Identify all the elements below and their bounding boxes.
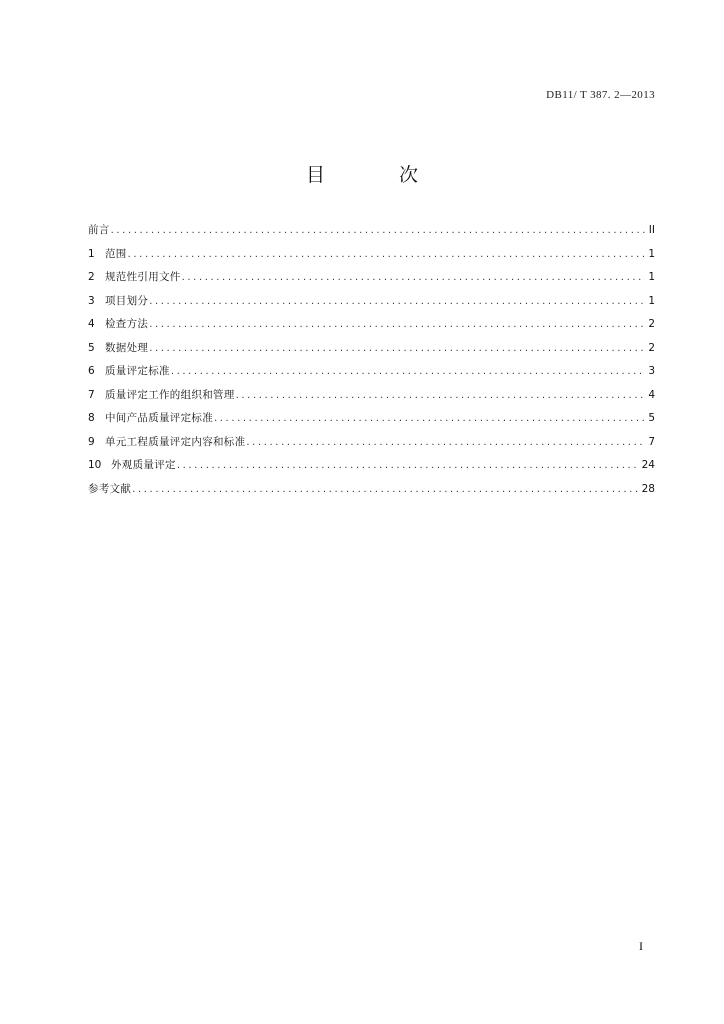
document-code: DB11/ T 387. 2—2013 xyxy=(546,89,655,101)
toc-entry-page: 4 xyxy=(648,388,655,401)
toc-entry-page: 1 xyxy=(648,294,655,307)
toc-leader-dots xyxy=(128,249,646,260)
toc-entry-page: 1 xyxy=(648,247,655,260)
toc-entry-page: 1 xyxy=(648,271,655,283)
toc-entry-page: II xyxy=(648,224,655,236)
toc-entry-7[interactable] xyxy=(88,387,655,411)
toc-entry-number: 8 xyxy=(88,412,95,424)
toc-entry-label: 外观质量评定 xyxy=(111,459,176,471)
page-number: I xyxy=(639,939,643,953)
toc-leader-dots xyxy=(111,225,646,236)
toc-entry-4[interactable] xyxy=(88,316,655,340)
toc-entry-1[interactable] xyxy=(88,246,655,270)
toc-entry-number: 9 xyxy=(88,435,95,448)
toc-entry-number: 5 xyxy=(88,341,95,354)
toc-entry-label: 数据处理 xyxy=(105,341,149,354)
toc-entry-label: 中间产品质量评定标准 xyxy=(105,412,213,424)
toc-leader-dots xyxy=(171,366,646,377)
toc-entry-number: 4 xyxy=(88,318,95,330)
toc-leader-dots xyxy=(236,390,646,401)
toc-leader-dots xyxy=(149,296,645,307)
toc-entry-page: 28 xyxy=(641,482,655,495)
toc-entry-5[interactable] xyxy=(88,340,655,364)
toc-entry-label: 参考文献 xyxy=(88,482,132,495)
toc-entry-page: 2 xyxy=(648,318,655,330)
toc-entry-label: 项目划分 xyxy=(105,294,149,307)
toc-leader-dots xyxy=(214,413,645,424)
toc-entry-label: 质量评定工作的组织和管理 xyxy=(105,388,235,401)
toc-entry-8[interactable] xyxy=(88,410,655,434)
page-title: 目 次 xyxy=(305,164,453,186)
toc-entry-number: 1 xyxy=(88,247,95,260)
toc-entry-label: 规范性引用文件 xyxy=(105,271,181,283)
toc-entry-number: 10 xyxy=(88,459,102,471)
toc-entry-6[interactable] xyxy=(88,363,655,387)
toc-entry-label: 前言 xyxy=(88,224,110,236)
toc-entry-10[interactable] xyxy=(88,457,655,481)
toc-leader-dots xyxy=(182,272,646,283)
toc-entry-number: 6 xyxy=(88,365,95,377)
toc-leader-dots xyxy=(149,343,645,354)
toc-leader-dots xyxy=(246,437,645,448)
toc-entry-label: 检查方法 xyxy=(105,318,149,330)
toc-entry-page: 24 xyxy=(641,459,655,471)
toc-entry-page: 3 xyxy=(648,365,655,377)
toc-entry-label: 范围 xyxy=(105,247,127,260)
toc-leader-dots xyxy=(177,460,639,471)
toc-leader-dots xyxy=(132,484,638,495)
toc-entry-page: 2 xyxy=(648,341,655,354)
toc-entry-number: 7 xyxy=(88,388,95,401)
toc-entry-number: 3 xyxy=(88,294,95,307)
toc-entry-9[interactable] xyxy=(88,434,655,458)
toc-entry-3[interactable] xyxy=(88,293,655,317)
toc-entry-label: 质量评定标准 xyxy=(105,365,170,377)
toc-entry-page: 7 xyxy=(648,435,655,448)
toc-entry-page: 5 xyxy=(648,412,655,424)
toc-entry-number: 2 xyxy=(88,271,95,283)
toc-entry-foreword[interactable] xyxy=(88,222,655,246)
table-of-contents xyxy=(88,222,655,504)
toc-entry-label: 单元工程质量评定内容和标准 xyxy=(105,435,246,448)
toc-entry-2[interactable] xyxy=(88,269,655,293)
toc-leader-dots xyxy=(149,319,645,330)
toc-entry-references[interactable] xyxy=(88,481,655,505)
